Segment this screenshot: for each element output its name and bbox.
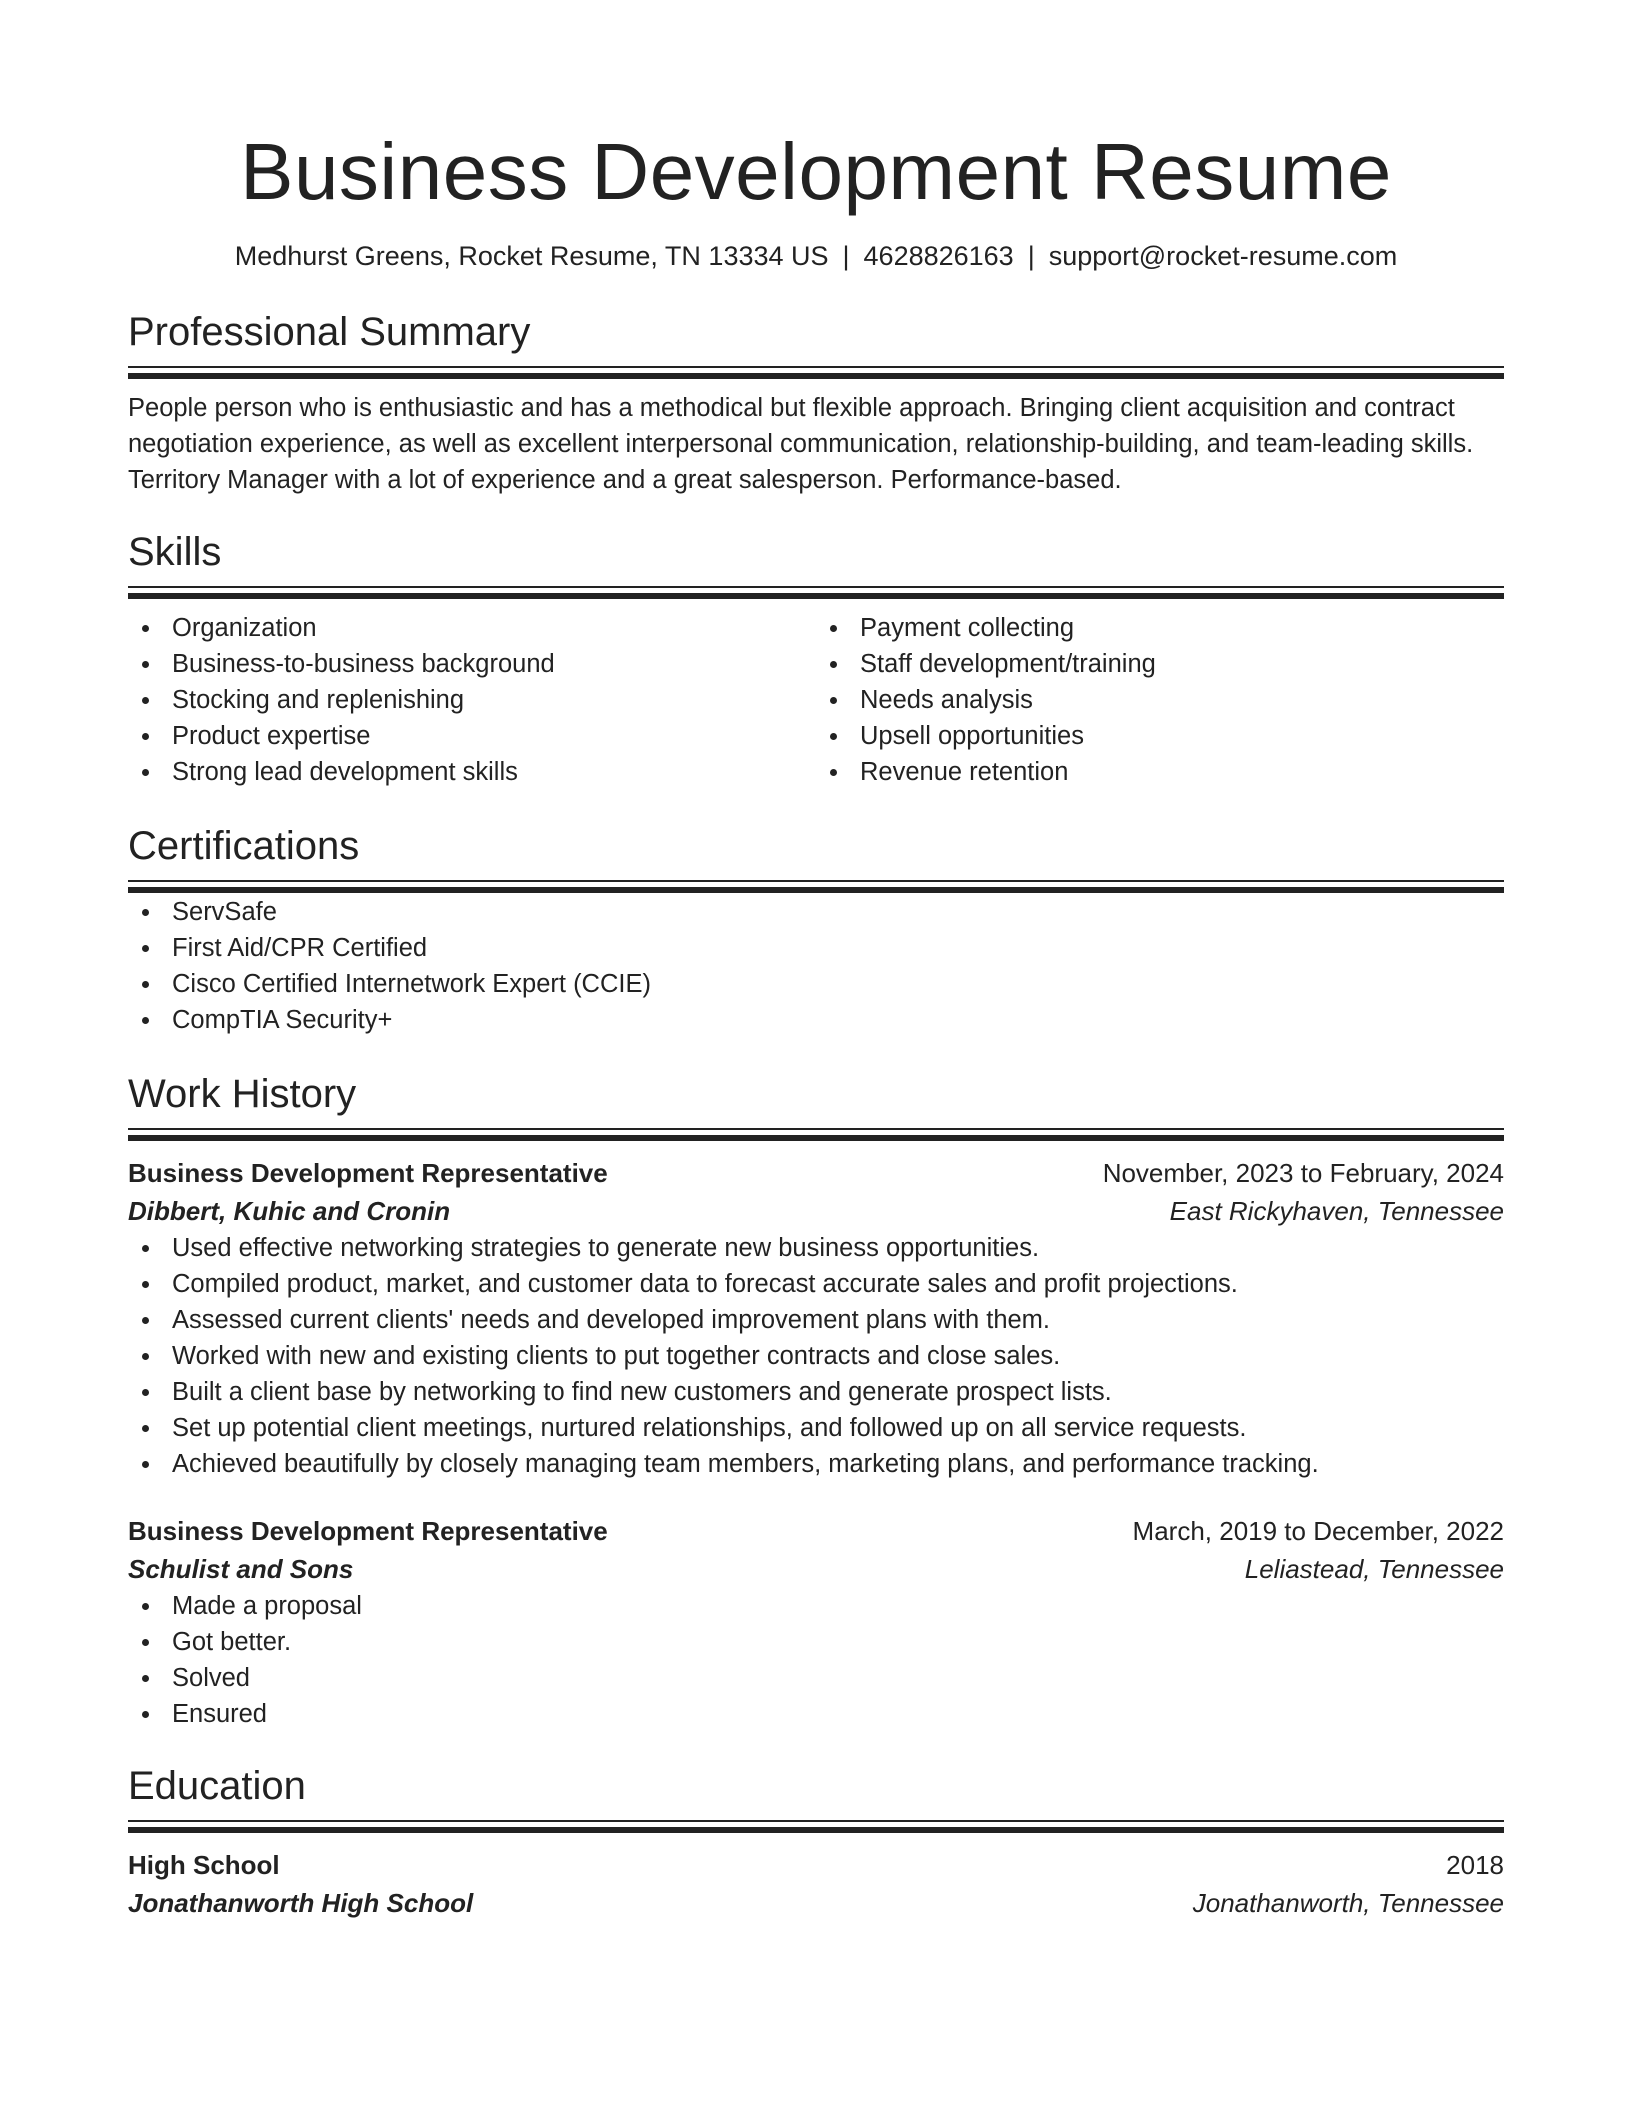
- section-divider: [128, 366, 1504, 380]
- education-header-row: [128, 1846, 1504, 1884]
- section-divider: [128, 1128, 1504, 1142]
- responsibility-item: Compiled product, market, and customer data to forecast accurate sales and profit projections.: [128, 1266, 1504, 1302]
- certification-item: ServSafe: [128, 894, 1504, 930]
- job-location: Leliastead, Tennessee: [1244, 1554, 1504, 1584]
- job-company-row: [128, 1192, 1504, 1230]
- job-entry: [128, 1512, 1504, 1732]
- responsibility-item: Used effective networking strategies to generate new business opportunities.: [128, 1230, 1504, 1266]
- job-company: Schulist and Sons: [128, 1554, 354, 1584]
- education-degree: High School: [128, 1850, 280, 1880]
- education-section: [128, 1760, 1504, 1922]
- work-history-heading: Work History: [128, 1072, 357, 1116]
- responsibility-item: Set up potential client meetings, nurtured relationships, and followed up on all service requests.: [128, 1410, 1504, 1446]
- skill-item: Staff development/training: [816, 646, 1504, 682]
- job-title: Business Development Representative: [128, 1516, 608, 1546]
- certifications-list: [128, 894, 1504, 1038]
- responsibility-item: Made a proposal: [128, 1588, 1504, 1624]
- section-divider: [128, 586, 1504, 600]
- education-heading: Education: [128, 1764, 306, 1808]
- summary-text: People person who is enthusiastic and has a methodical but flexible approach. Bringing client acquisition and contract negotiation experience, as well as excellent interpersonal communication, relationship-building, and team-leading skills. Territory Manager with a lot of experience and a great salesperson. Performance-based.: [128, 394, 1474, 494]
- skill-item: Organization: [128, 610, 816, 646]
- job-responsibilities: [128, 1230, 1504, 1482]
- section-divider: [128, 1820, 1504, 1834]
- job-header-row: [128, 1154, 1504, 1192]
- skill-item: Needs analysis: [816, 682, 1504, 718]
- skills-list-left: [128, 610, 816, 790]
- responsibility-item: Got better.: [128, 1624, 1504, 1660]
- responsibility-item: Achieved beautifully by closely managing team members, marketing plans, and performance tracking.: [128, 1446, 1504, 1482]
- summary-heading: Professional Summary: [128, 310, 531, 354]
- job-entry: [128, 1154, 1504, 1482]
- contact-separator: |: [842, 241, 850, 271]
- certification-item: CompTIA Security+: [128, 1002, 1504, 1038]
- skills-heading: Skills: [128, 530, 222, 574]
- work-history-section: [128, 1068, 1504, 1732]
- responsibility-item: Solved: [128, 1660, 1504, 1696]
- certifications-section: [128, 820, 1504, 1038]
- education-location: Jonathanworth, Tennessee: [1192, 1888, 1504, 1918]
- skills-section: [128, 526, 1504, 790]
- education-school: Jonathanworth High School: [128, 1888, 474, 1918]
- certification-item: First Aid/CPR Certified: [128, 930, 1504, 966]
- education-year: 2018: [1446, 1850, 1504, 1880]
- certifications-heading: Certifications: [128, 824, 360, 868]
- responsibility-item: Assessed current clients' needs and developed improvement plans with them.: [128, 1302, 1504, 1338]
- job-dates: March, 2019 to December, 2022: [1132, 1516, 1504, 1546]
- skill-item: Strong lead development skills: [128, 754, 816, 790]
- contact-email: support@rocket-resume.com: [1048, 241, 1398, 271]
- skills-list-right: [816, 610, 1504, 790]
- job-location: East Rickyhaven, Tennessee: [1169, 1196, 1504, 1226]
- contact-line: [128, 238, 1504, 274]
- skill-item: Stocking and replenishing: [128, 682, 816, 718]
- summary-section: [128, 306, 1504, 498]
- responsibility-item: Worked with new and existing clients to put together contracts and close sales.: [128, 1338, 1504, 1374]
- job-dates: November, 2023 to February, 2024: [1102, 1158, 1504, 1188]
- job-company: Dibbert, Kuhic and Cronin: [128, 1196, 451, 1226]
- contact-phone: 4628826163: [863, 241, 1014, 271]
- job-title: Business Development Representative: [128, 1158, 608, 1188]
- certification-item: Cisco Certified Internetwork Expert (CCIE): [128, 966, 1504, 1002]
- education-school-row: [128, 1884, 1504, 1922]
- skill-item: Business-to-business background: [128, 646, 816, 682]
- skill-item: Upsell opportunities: [816, 718, 1504, 754]
- responsibility-item: Built a client base by networking to find new customers and generate prospect lists.: [128, 1374, 1504, 1410]
- job-responsibilities: [128, 1588, 1504, 1732]
- resume-title: Business Development Resume: [240, 127, 1392, 216]
- job-company-row: [128, 1550, 1504, 1588]
- skill-item: Payment collecting: [816, 610, 1504, 646]
- skill-item: Revenue retention: [816, 754, 1504, 790]
- education-entry: [128, 1846, 1504, 1922]
- section-divider: [128, 880, 1504, 894]
- skills-grid: [128, 610, 1504, 790]
- contact-separator: |: [1027, 241, 1035, 271]
- responsibility-item: Ensured: [128, 1696, 1504, 1732]
- contact-address: Medhurst Greens, Rocket Resume, TN 13334 US: [234, 241, 829, 271]
- job-header-row: [128, 1512, 1504, 1550]
- skill-item: Product expertise: [128, 718, 816, 754]
